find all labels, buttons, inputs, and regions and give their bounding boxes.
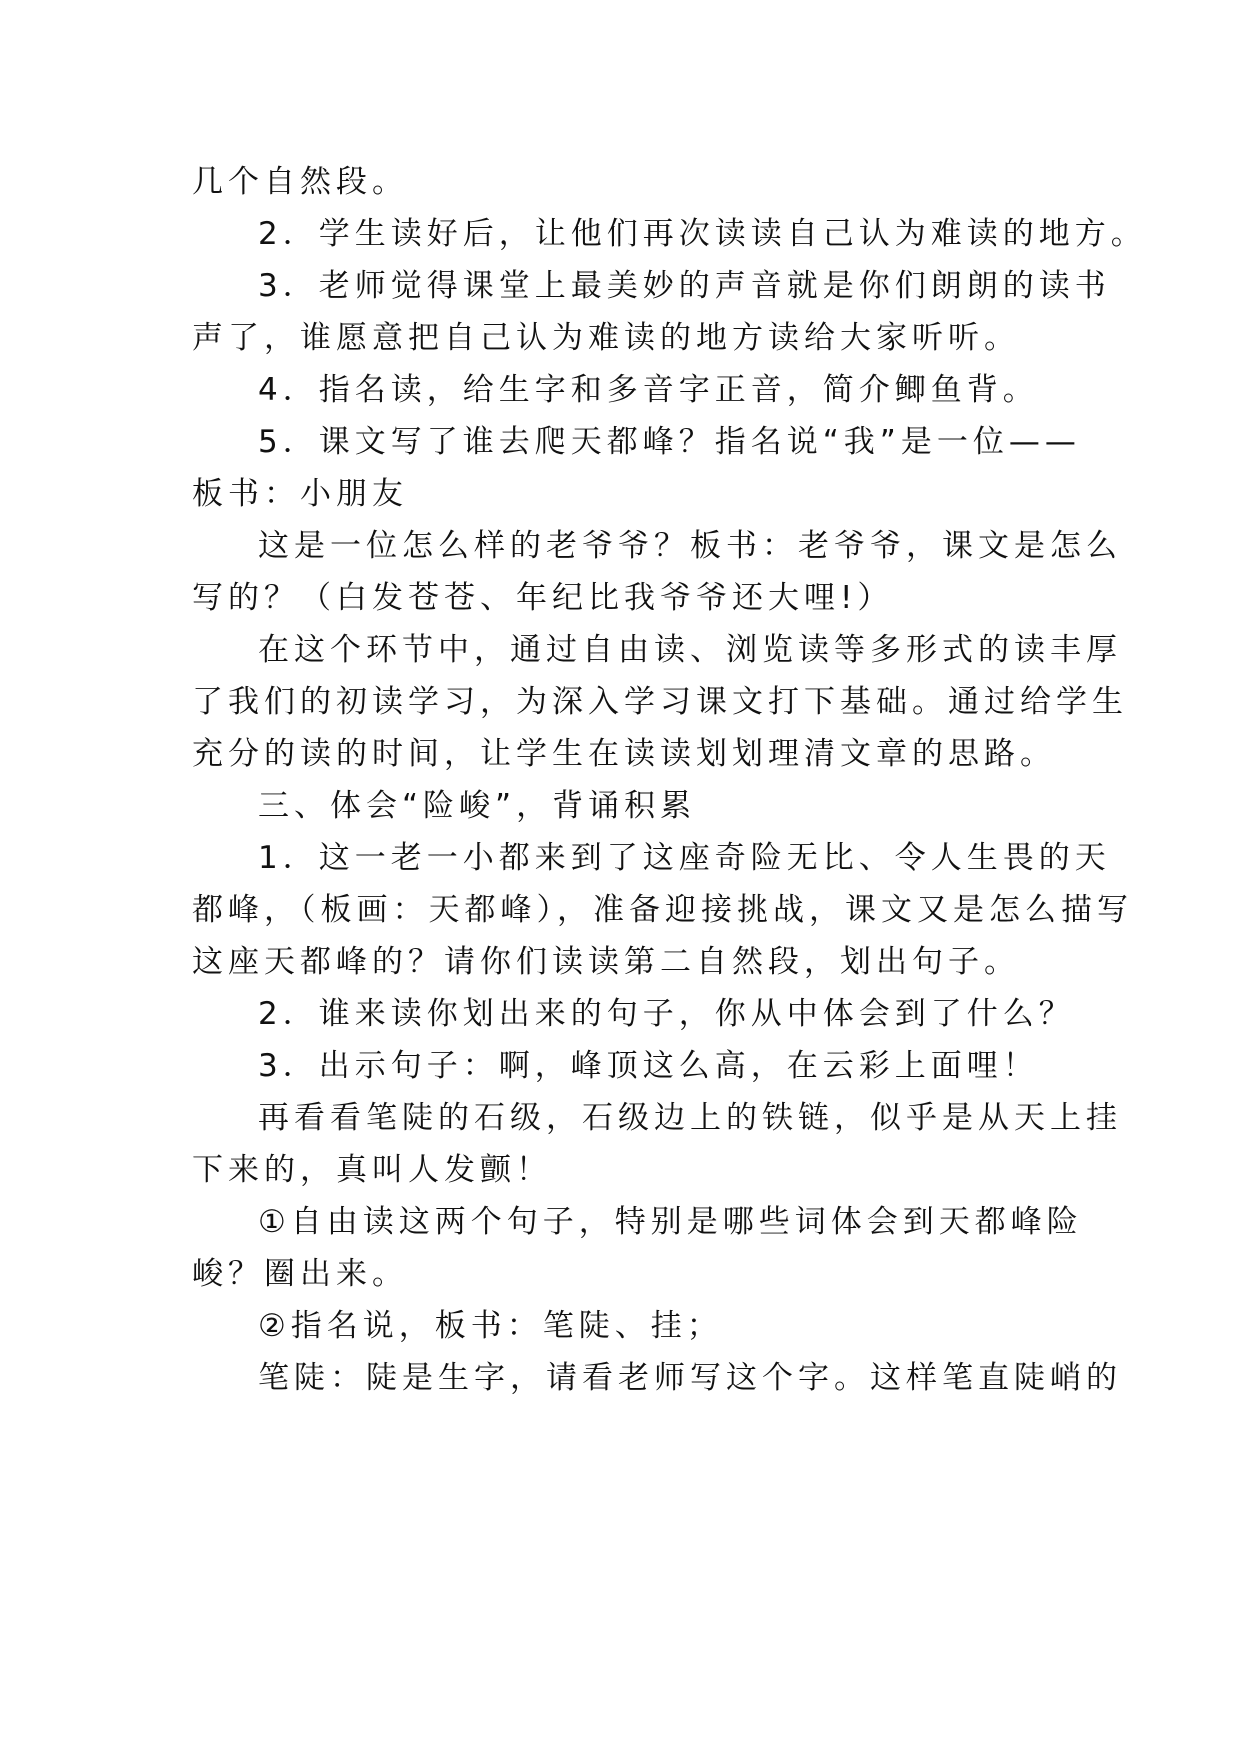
text-line-20: 下来的，真叫人发颤！ [192, 1152, 552, 1188]
text-line-9: 写的？（白发苍苍、年纪比我爷爷还大哩!） [192, 580, 894, 616]
text-line-7: 板书：小朋友 [192, 476, 408, 512]
text-line-11: 了我们的初读学习，为深入学习课文打下基础。通过给学生 [192, 684, 1128, 720]
text-line-8: 这是一位怎么样的老爷爷？板书：老爷爷，课文是怎么 [258, 528, 1122, 564]
section-heading: 三、体会“险峻”，背诵积累 [258, 788, 697, 824]
text-line-3: 3．老师觉得课堂上最美妙的声音就是你们朗朗的读书 [258, 268, 1111, 304]
text-line-17: 2．谁来读你划出来的句子，你从中体会到了什么？ [258, 996, 1075, 1032]
text-line-6: 5．课文写了谁去爬天都峰？指名说“我”是一位—— [258, 424, 1081, 460]
text-line-10: 在这个环节中，通过自由读、浏览读等多形式的读丰厚 [258, 632, 1122, 668]
text-line-14: 1．这一老一小都来到了这座奇险无比、令人生畏的天 [258, 840, 1111, 876]
text-line-15: 都峰，（板画：天都峰），准备迎接挑战，课文又是怎么描写 [192, 892, 1133, 928]
text-line-1: 几个自然段。 [192, 164, 408, 200]
text-line-18: 3．出示句子：啊，峰顶这么高，在云彩上面哩！ [258, 1048, 1039, 1084]
text-line-5: 4．指名读，给生字和多音字正音，简介鲫鱼背。 [258, 372, 1039, 408]
text-line-2: 2．学生读好后，让他们再次读读自己认为难读的地方。 [258, 216, 1147, 252]
text-line-23: ②指名说，板书：笔陡、挂； [258, 1308, 723, 1344]
text-line-19: 再看看笔陡的石级，石级边上的铁链，似乎是从天上挂 [258, 1100, 1122, 1136]
text-line-12: 充分的读的时间，让学生在读读划划理清文章的思路。 [192, 736, 1056, 772]
text-line-4: 声了，谁愿意把自己认为难读的地方读给大家听听。 [192, 320, 1020, 356]
text-line-24: 笔陡：陡是生字，请看老师写这个字。这样笔直陡峭的 [258, 1360, 1122, 1396]
text-line-22: 峻？圈出来。 [192, 1256, 408, 1292]
text-line-21: ①自由读这两个句子，特别是哪些词体会到天都峰险 [258, 1204, 1083, 1240]
text-line-16: 这座天都峰的？请你们读读第二自然段，划出句子。 [192, 944, 1020, 980]
